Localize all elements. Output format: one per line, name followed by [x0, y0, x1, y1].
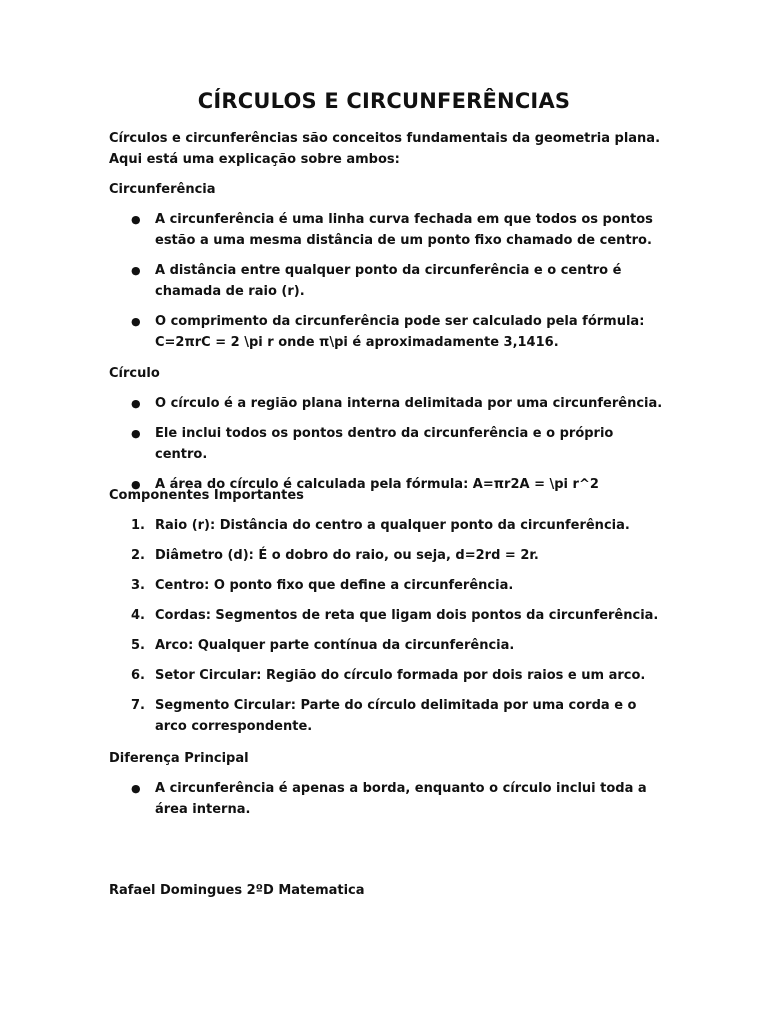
- intro-line: Aqui está uma explicação sobre ambos:: [109, 152, 400, 167]
- list-item: [109, 778, 669, 820]
- list-number: 4.: [131, 608, 145, 623]
- list-item: [109, 695, 669, 737]
- list-number: 3.: [131, 578, 145, 593]
- list-item: [109, 665, 669, 686]
- section-heading-circunferencia: Circunferência: [109, 182, 216, 197]
- bullet-marker: ●: [131, 315, 141, 328]
- list-item: [109, 515, 669, 536]
- numbered-list-componentes: [109, 515, 669, 746]
- list-item: [109, 605, 669, 626]
- author-signature: Rafael Domingues 2ºD Matematica: [109, 883, 365, 898]
- section-heading-componentes: Componentes Importantes: [109, 488, 304, 503]
- list-item-text: Cordas: Segmentos de reta que ligam dois pontos da circunferência.: [155, 608, 659, 623]
- list-item-text: Segmento Circular: Parte do círculo delimitada por uma corda e o arco correspondente.: [155, 698, 637, 734]
- list-item: [109, 635, 669, 656]
- section-heading-diferenca: Diferença Principal: [109, 751, 249, 766]
- list-item-text: Raio (r): Distância do centro a qualquer ponto da circunferência.: [155, 518, 630, 533]
- list-item-text: A circunferência é uma linha curva fechada em que todos os pontos estão a uma mesma distância de um ponto fixo chamado de centro.: [155, 212, 653, 248]
- bullet-marker: ●: [131, 213, 141, 226]
- list-item: [109, 209, 669, 251]
- intro-paragraph: [109, 128, 669, 170]
- list-item: [109, 311, 669, 353]
- list-number: 7.: [131, 698, 145, 713]
- list-item-text: Arco: Qualquer parte contínua da circunferência.: [155, 638, 515, 653]
- bullet-list-circunferencia: [109, 209, 669, 362]
- list-item: [109, 423, 669, 465]
- bullet-list-diferenca: [109, 778, 669, 829]
- list-item-text: A distância entre qualquer ponto da circunferência e o centro é chamada de raio (r).: [155, 263, 622, 299]
- bullet-marker: ●: [131, 427, 141, 440]
- list-item: [109, 545, 669, 566]
- bullet-marker: ●: [131, 478, 141, 491]
- bullet-marker: ●: [131, 397, 141, 410]
- list-item-text: Centro: O ponto fixo que define a circunferência.: [155, 578, 514, 593]
- list-number: 5.: [131, 638, 145, 653]
- list-item: [109, 393, 669, 414]
- list-item: [109, 260, 669, 302]
- list-item-text: A circunferência é apenas a borda, enquanto o círculo inclui toda a área interna.: [155, 781, 647, 817]
- list-item-text: O comprimento da circunferência pode ser calculado pela fórmula: C=2πrC = 2 \pi r onde π\pi é aproximadamente 3,1416.: [155, 314, 645, 350]
- list-item-text: O círculo é a região plana interna delimitada por uma circunferência.: [155, 396, 663, 411]
- list-item-text: A área do círculo é calculada pela fórmula: A=πr2A = \pi r^2: [155, 477, 599, 492]
- list-number: 2.: [131, 548, 145, 563]
- list-number: 1.: [131, 518, 145, 533]
- list-item-text: Diâmetro (d): É o dobro do raio, ou seja, d=2rd = 2r.: [155, 548, 539, 563]
- list-item-text: Ele inclui todos os pontos dentro da circunferência e o próprio centro.: [155, 426, 614, 462]
- bullet-marker: ●: [131, 782, 141, 795]
- section-heading-circulo: Círculo: [109, 366, 160, 381]
- list-number: 6.: [131, 668, 145, 683]
- list-item-text: Setor Circular: Região do círculo formada por dois raios e um arco.: [155, 668, 646, 683]
- bullet-marker: ●: [131, 264, 141, 277]
- page-title: CÍRCULOS E CIRCUNFERÊNCIAS: [197, 89, 571, 113]
- list-item: [109, 575, 669, 596]
- intro-line: Círculos e circunferências são conceitos fundamentais da geometria plana.: [109, 131, 661, 146]
